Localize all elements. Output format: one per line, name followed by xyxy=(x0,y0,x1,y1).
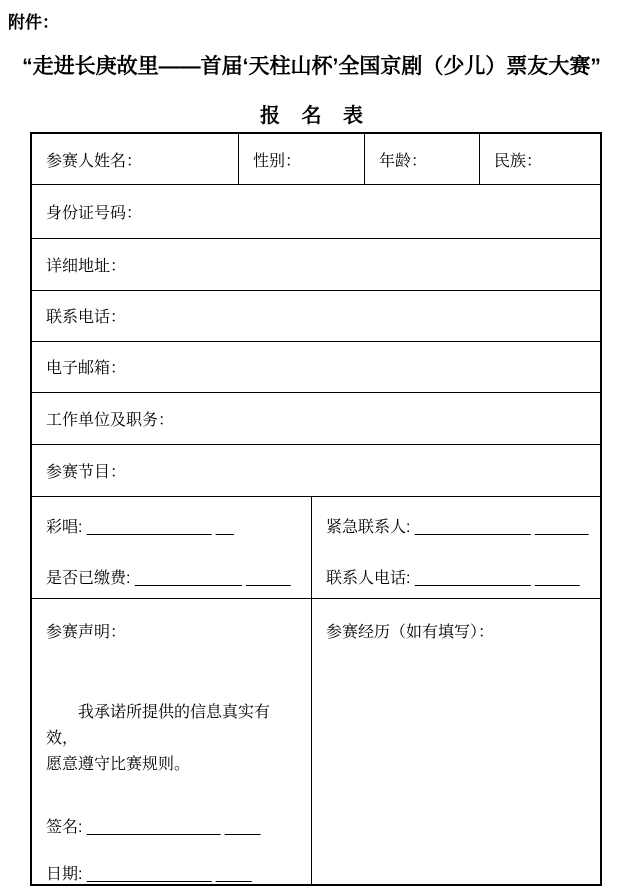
field-ethnicity xyxy=(480,134,600,184)
signature-line: 签名: _______________ ____ xyxy=(46,818,261,836)
field-program xyxy=(32,445,600,497)
field-email xyxy=(32,342,600,393)
registration-table xyxy=(30,132,602,886)
field-work-unit xyxy=(32,393,600,444)
work-unit-label: 工作单位及职务： xyxy=(46,411,175,429)
field-participant-name xyxy=(32,134,239,184)
declaration-section xyxy=(32,599,312,884)
age-label: 年龄： xyxy=(379,152,428,170)
emergency-contact-line: 紧急联系人: _____________ ______ xyxy=(326,518,589,536)
experience-label: 参赛经历（如有填写）： xyxy=(326,623,495,641)
program-label: 参赛节目： xyxy=(46,463,127,481)
costume-singing-line: 彩唱: ______________ __ xyxy=(46,518,234,536)
row-participant-info xyxy=(32,134,600,185)
form-title: 报 名 表 xyxy=(259,105,364,127)
emergency-phone-line: 联系人电话: _____________ _____ xyxy=(326,569,580,587)
field-address xyxy=(32,239,600,291)
participant-name-label: 参赛人姓名： xyxy=(46,152,143,170)
attachment-label: 附件： xyxy=(8,13,59,32)
payment-section xyxy=(32,497,312,598)
field-gender xyxy=(239,134,365,184)
fee-paid-line: 是否已缴费: ____________ _____ xyxy=(46,569,291,587)
id-number-label: 身份证号码： xyxy=(46,205,143,223)
declaration-label: 参赛声明： xyxy=(46,623,127,641)
field-age xyxy=(365,134,480,184)
pledge-text xyxy=(46,700,295,778)
document-title: “走进长庚故里——首届‘天柱山杯’全国京剧（少儿）票友大赛” xyxy=(22,55,601,78)
row-declaration-experience xyxy=(32,599,600,884)
address-label: 详细地址： xyxy=(46,258,127,276)
field-id-number xyxy=(32,185,600,238)
email-label: 电子邮箱： xyxy=(46,360,127,378)
row-payment-contact xyxy=(32,497,600,599)
ethnicity-label: 民族： xyxy=(494,152,543,170)
pledge-line-2: 愿意遵守比赛规则。 xyxy=(46,755,191,773)
pledge-line-1: 我承诺所提供的信息真实有效， xyxy=(46,703,271,747)
gender-label: 性别： xyxy=(253,152,302,170)
field-phone xyxy=(32,291,600,342)
experience-section xyxy=(312,599,600,884)
date-line: 日期: ______________ ____ xyxy=(46,865,252,883)
emergency-contact-section xyxy=(312,497,600,598)
phone-label: 联系电话： xyxy=(46,309,127,327)
